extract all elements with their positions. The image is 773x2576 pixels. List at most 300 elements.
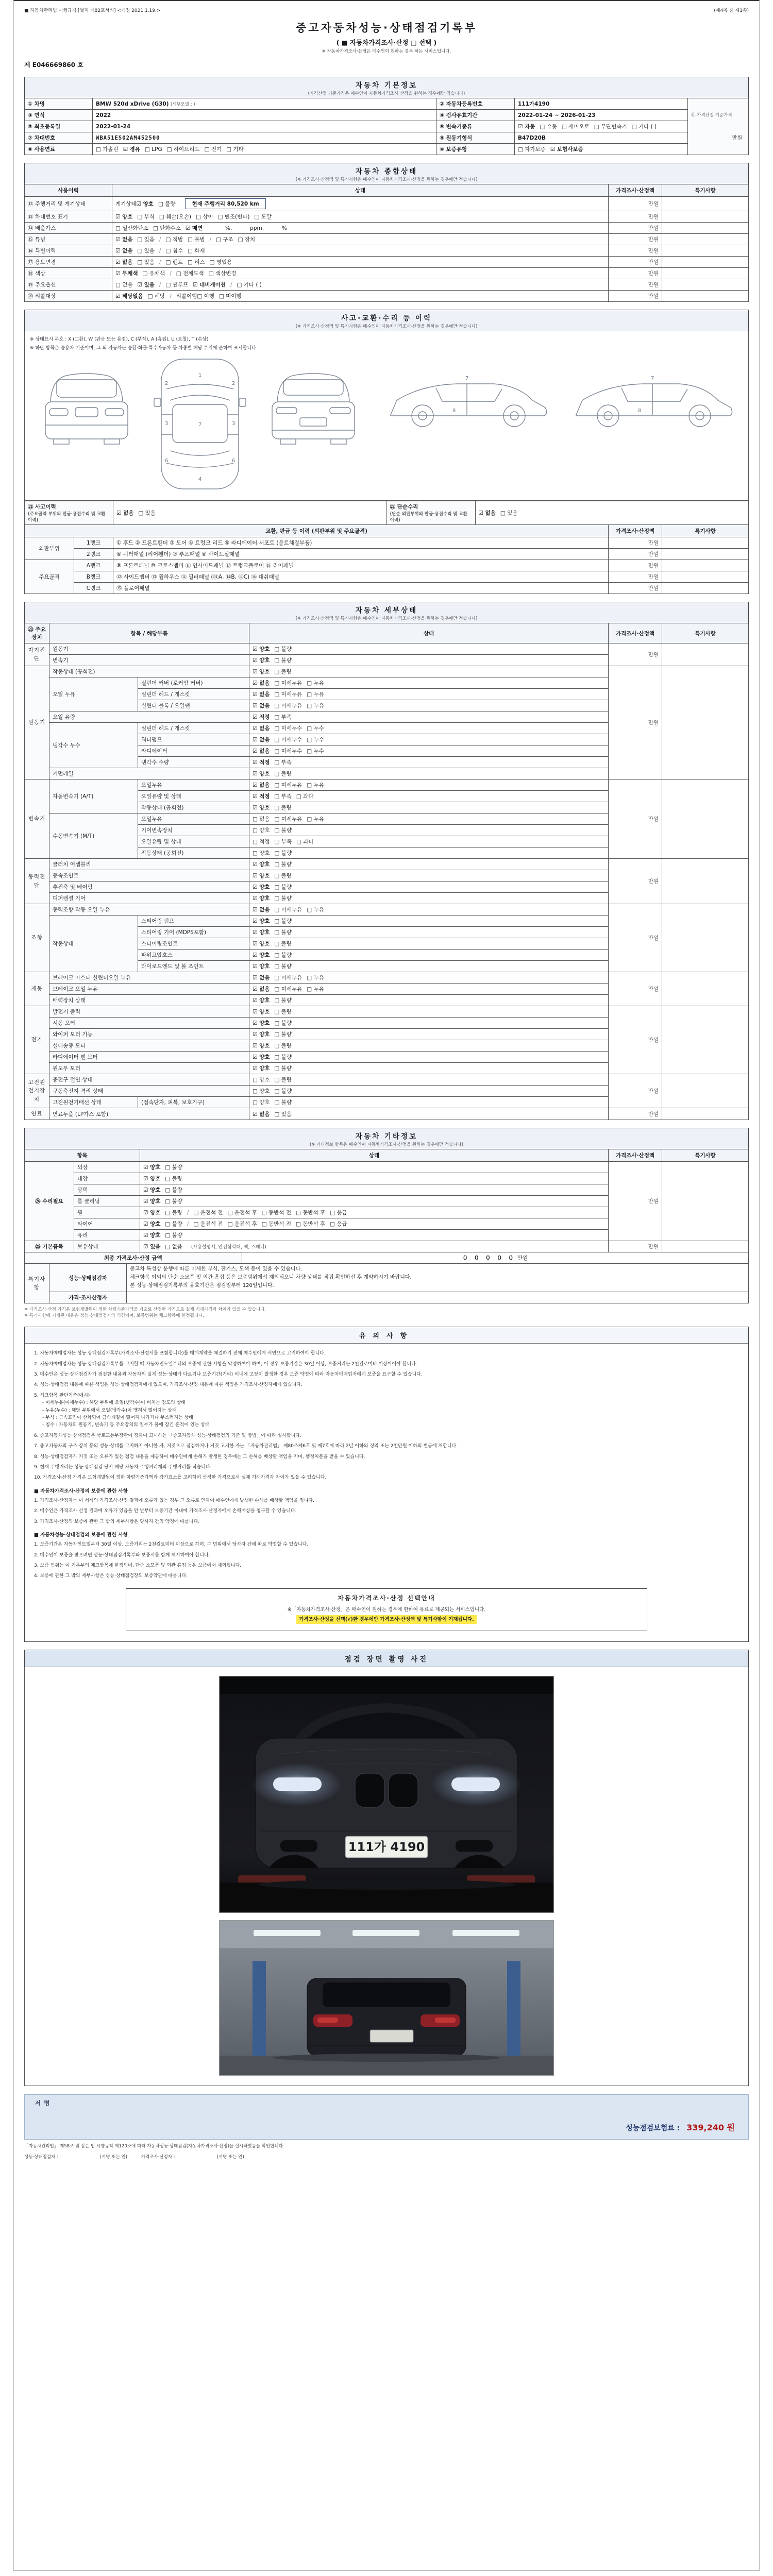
price-footnotes xyxy=(24,1306,749,1318)
price-cell: 만원 xyxy=(609,1006,662,1074)
note-cell xyxy=(662,279,749,291)
checkbox-option: □ 미세누수 xyxy=(274,748,303,754)
separator: / xyxy=(187,1210,189,1216)
note-cell xyxy=(662,666,749,779)
device-group: 고전원전기장치 xyxy=(25,1074,49,1108)
column-header: 가격조사·산정액 xyxy=(609,525,662,537)
state-cell xyxy=(249,711,609,723)
regulation-reference: ■ 자동차관리법 시행규칙 [별지 제82호서식] <개정 2021.1.19.> xyxy=(24,8,161,13)
final-price-table xyxy=(24,1252,749,1264)
column-header: 가격조사·산정액 xyxy=(609,623,662,643)
notice-line: 3. 가격조사·산정의 보증에 관한 그 밖의 세부사항은 당사자 간의 약정에 따릅니다. xyxy=(34,1519,200,1524)
table-row xyxy=(25,1162,749,1173)
car-diagram xyxy=(30,353,743,497)
svg-text:7: 7 xyxy=(198,422,202,428)
section-basic-info xyxy=(24,77,749,155)
note-cell xyxy=(662,1162,749,1241)
checkbox-option: □ 불량 xyxy=(165,1187,182,1194)
checkbox-option: □ 썬루프 xyxy=(165,282,189,288)
state-cell xyxy=(249,666,609,677)
inspection-period-value: 2022-01-24 ~ 2026-01-23 xyxy=(515,110,688,121)
state-cell xyxy=(112,257,609,268)
checkbox-option: ☑ 양호 xyxy=(253,861,270,868)
checkbox-option: □ 자가보증 xyxy=(518,146,546,152)
state-cell xyxy=(249,768,609,779)
state-cell xyxy=(249,961,609,972)
checkbox-option: □ 불량 xyxy=(274,805,292,811)
checkbox-option: □ 누유 xyxy=(307,975,324,981)
highlighted-text: 가격조사·산정을 선택(√)한 경우에만 가격조사·산정액 및 특기사항이 기재됩니다. xyxy=(296,1615,476,1624)
checkbox-option: □ 미세누유 xyxy=(274,975,303,981)
checkbox-option: □ 적정 xyxy=(253,839,270,845)
label-text: ㉑ 사고이력 xyxy=(28,504,56,510)
device-group: 전기 xyxy=(25,1006,49,1074)
checkbox-option: ☑ 양호 xyxy=(253,771,270,777)
state-cell xyxy=(140,1241,609,1252)
notice-item xyxy=(34,1350,739,1357)
notice-line: - 누유(누수) : 해당 부위에서 오일(냉각수)이 맺혀서 떨어지는 상태 xyxy=(42,1408,177,1413)
subpart-cell: 스티어링조인트 xyxy=(138,938,249,950)
label-description: (단순 외판부위의 판금·용접수리 및 교환 이력) xyxy=(390,512,467,523)
column-header: 항목 / 해당부품 xyxy=(49,623,249,643)
checkbox-option: □ 화재 xyxy=(188,248,205,254)
svg-text:8: 8 xyxy=(638,408,642,414)
checkbox-option: □ 동반석 전 xyxy=(261,1210,291,1216)
item-cell: 변속기 xyxy=(49,655,249,666)
state-cell xyxy=(140,1162,609,1173)
separator: / xyxy=(187,1221,189,1228)
table-row xyxy=(25,972,749,984)
table-row xyxy=(25,1264,749,1292)
state-cell xyxy=(140,1230,609,1241)
checkbox-option: □ 전체도색 xyxy=(176,270,204,277)
checkbox-option: □ 미세누수 xyxy=(274,725,303,732)
state-cell xyxy=(249,757,609,768)
field-label: ② 자동차등록번호 xyxy=(436,98,515,110)
photos-title: 점검 장면 촬영 사진 xyxy=(24,1650,749,1667)
state-cell xyxy=(249,984,609,995)
checkbox-option: □ 없음 xyxy=(165,1244,182,1250)
item-cell: 충전구 절연 상태 xyxy=(49,1074,249,1086)
table-row xyxy=(25,859,749,870)
checkbox-option: □ 불량 xyxy=(158,201,176,207)
checkbox-option: □ 기타 ( ) xyxy=(631,124,657,130)
checkbox-option: □ 운전석 전 xyxy=(193,1221,223,1228)
table-row xyxy=(25,144,749,155)
checkbox-option: □ 불량 xyxy=(274,1020,292,1026)
final-price-value: ０ ０ ０ ０ ０ xyxy=(462,1255,516,1262)
page-indicator: (제4쪽 중 제1쪽) xyxy=(714,8,749,13)
note-cell xyxy=(662,1006,749,1074)
state-cell xyxy=(249,1018,609,1029)
state-cell xyxy=(249,836,609,848)
checkbox-option: □ 없음 xyxy=(115,282,133,288)
svg-text:1: 1 xyxy=(198,372,202,378)
price-cell: 만원 xyxy=(609,234,662,245)
checkbox-option: ☑ 경유 xyxy=(123,146,141,152)
note-cell xyxy=(662,291,749,302)
table-row xyxy=(25,1108,749,1120)
table-row xyxy=(25,279,749,291)
price-cell: 만원 xyxy=(609,197,662,211)
notices-title: 유의사항 xyxy=(25,1327,748,1344)
checkbox-option: □ 응급 xyxy=(330,1221,347,1228)
note-cell xyxy=(662,1108,749,1120)
checkbox-option: □ 이행 xyxy=(197,293,214,299)
checkbox-option: ☑ 없음 xyxy=(253,907,270,913)
checkbox-option: □ 기타 ( ) xyxy=(237,282,262,288)
price-cell: 만원 xyxy=(609,583,662,594)
checkbox-option: □ 불량 xyxy=(274,669,292,675)
svg-text:3: 3 xyxy=(232,421,236,427)
checkbox-option: ☑ 양호 xyxy=(253,669,270,675)
item-cell: 냉각수 누수 xyxy=(49,723,138,768)
notice-line: 10. 가격조사·산정 가격은 보험개발원이 정한 차량기준가액과 감가요소를 고려하여 산정한 가격으로서 실제 거래가격과 차이가 있을 수 있습니다. xyxy=(34,1475,327,1481)
state-cell xyxy=(249,700,609,711)
section-note: (※ 가격조사·산정액 및 특기사항은 매수인이 자동차가격조사·산정을 원하는 경우에만 적습니다) xyxy=(295,616,478,621)
inspection-photo-front xyxy=(220,1676,553,1912)
opinions-table xyxy=(24,1263,749,1303)
state-cell xyxy=(249,1029,609,1040)
item-cell: 원동기 xyxy=(49,643,249,655)
state-cell xyxy=(249,859,609,870)
table-row xyxy=(25,132,749,144)
checkbox-option: ☑ 무채색 xyxy=(115,270,138,277)
checkbox-option: □ 부식 xyxy=(137,214,155,220)
checkbox-option: □ 동반석 후 xyxy=(295,1210,326,1216)
price-cell: 만원 xyxy=(609,537,662,549)
table-header-row xyxy=(25,184,749,197)
checkbox-option: ☑ 양호 xyxy=(143,1187,161,1194)
item-cell: 작동상태 xyxy=(49,916,138,972)
checkbox-option: □ 불량 xyxy=(274,1077,292,1083)
checkbox-option: ☑ 양호 xyxy=(253,1065,270,1072)
subpart-cell: 실린더 블록 / 오일팬 xyxy=(138,700,249,711)
notice-line: - 부식 : 금속표면이 산화되어 금속재질이 떨어져 나가거나 부스러지는 상태 xyxy=(42,1415,193,1420)
state-cell xyxy=(249,1108,609,1120)
checkbox-option: ☑ 없음 xyxy=(253,680,270,686)
state-text: 계기상태 xyxy=(115,201,137,207)
state-cell xyxy=(112,279,609,291)
note-cell xyxy=(662,779,749,859)
first-registration-value: 2022-01-24 xyxy=(93,121,436,132)
item-group: ㉕ 기본품목 xyxy=(25,1241,74,1252)
checkbox-option: ☑ 양호 xyxy=(143,1198,161,1205)
checkbox-option: ☑ 양호 xyxy=(253,895,270,902)
insurance-premium xyxy=(626,2121,735,2133)
item-label: ⑰ 용도변경 xyxy=(25,257,112,268)
checkbox-option: ☑ 있음 xyxy=(137,282,155,288)
price-cell: 만원 xyxy=(609,245,662,257)
notice-item xyxy=(34,1392,739,1429)
checkbox-option: □ 부족 xyxy=(274,793,292,800)
rank-items: ⑥ 쿼터패널 (리어휀더) ⑦ 루프패널 ⑧ 사이드실패널 xyxy=(113,549,609,560)
section-title: 자동차 세부상태 xyxy=(356,606,417,615)
column-header: 항목 xyxy=(25,1149,140,1162)
section-title: 자동차 기본정보 xyxy=(356,81,417,90)
table-row xyxy=(25,197,749,211)
price-cell: 만원 xyxy=(609,223,662,234)
table-row xyxy=(25,234,749,245)
checkbox-option: □ 불량 xyxy=(274,895,292,902)
table-row xyxy=(25,571,749,583)
rank-items: ⑮ 플로어패널 xyxy=(113,583,609,594)
field-label: ⑤ 최초등록일 xyxy=(25,121,93,132)
subpart-cell: 스티어링 펌프 xyxy=(138,916,249,927)
item-label: ⑲ 주요옵션 xyxy=(25,279,112,291)
checkbox-option: □ 불량 xyxy=(274,997,292,1004)
item-cell: 등속조인트 xyxy=(49,870,249,882)
label-text: ㉒ 단순수리 xyxy=(390,504,418,510)
note-cell xyxy=(662,1074,749,1108)
notice-item xyxy=(34,1371,739,1378)
checkbox-option: □ 색상변경 xyxy=(208,270,237,277)
item-cell: 작동상태 (공회전) xyxy=(49,666,249,677)
separator: / xyxy=(170,293,172,299)
table-row xyxy=(25,904,749,916)
price-cell: 만원 xyxy=(609,1162,662,1241)
field-label: ⑩ 보증유형 xyxy=(436,144,515,155)
checkbox-option: ☑ 양호 xyxy=(253,657,270,664)
accident-history-options xyxy=(113,501,387,525)
car-diagram-front xyxy=(45,374,128,444)
checkbox-option: □ 해당 xyxy=(147,293,165,299)
checkbox-option: □ 유채색 xyxy=(142,270,165,277)
note-cell xyxy=(662,904,749,972)
checkbox-option: □ 구조 xyxy=(216,236,233,243)
car-diagram-side-left xyxy=(391,384,547,427)
item-cell: 추진축 및 베어링 xyxy=(49,882,249,893)
checkbox-option: ☑ 없음 xyxy=(116,510,134,516)
checkbox-option: ☑ 양호 xyxy=(253,997,270,1004)
item-cell: 외장 xyxy=(74,1162,140,1173)
item-cell: 동력조향 작동 오일 누유 xyxy=(49,904,249,916)
state-cell xyxy=(140,1184,609,1196)
state-cell xyxy=(249,1086,609,1097)
guide-title: 자동차가격조사·산정 선택안내 xyxy=(338,1594,435,1602)
price-cell: 만원 xyxy=(609,1108,662,1120)
final-price-label: 최종 가격조사·산정 금액 xyxy=(25,1252,242,1264)
note-cell xyxy=(662,234,749,245)
notice-line: - 미세누유(미세누수) : 해당 부위에 오일(냉각수)이 비치는 정도의 상태 xyxy=(42,1400,186,1406)
section-detail-status xyxy=(24,602,749,1120)
inspector-opinion-text xyxy=(127,1264,749,1292)
svg-text:4: 4 xyxy=(198,477,202,482)
section-title: 자동차 종합상태 xyxy=(356,167,417,176)
svg-text:7: 7 xyxy=(651,376,654,381)
table-row xyxy=(25,1252,749,1264)
column-header: 특기사항 xyxy=(662,525,749,537)
checkbox-option: □ 미세누수 xyxy=(274,737,303,743)
checkbox-option: □ 불량 xyxy=(274,1088,292,1094)
checkbox-option: ☑ 양호 xyxy=(253,1054,270,1060)
state-cell xyxy=(249,972,609,984)
device-group: 변속기 xyxy=(25,779,49,859)
table-row xyxy=(25,121,749,132)
checkbox-option: □ 불량 xyxy=(274,771,292,777)
item-cell: 와이퍼 모터 기능 xyxy=(49,1029,249,1040)
footnote: ※ 가격조사·산정 가격은 보험개발원이 정한 차량기준가액을 기초로 산정한 가격으로 실제 거래가격과 차이가 있을 수 있습니다. xyxy=(24,1307,266,1313)
section-accident-history xyxy=(24,310,749,594)
checkbox-option: □ 불량 xyxy=(274,1043,292,1049)
subpart-cell: 기어변속장치 xyxy=(138,825,249,836)
state-cell xyxy=(249,870,609,882)
item-cell: 배력장치 상태 xyxy=(49,995,249,1006)
checkbox-option: ☑ 있음 xyxy=(143,1244,161,1250)
checkbox-option: ☑ 양호 xyxy=(253,1020,270,1026)
insurance-value: 339,240 원 xyxy=(686,2123,735,2133)
price-cell: 만원 xyxy=(609,257,662,268)
notice-block-title: ■ 자동차성능·상태점검의 보증에 관한 사항 xyxy=(34,1532,128,1538)
item-cell: 타이어 xyxy=(74,1218,140,1230)
separator: / xyxy=(230,282,232,288)
checkbox-option: □ 미세누유 xyxy=(274,782,303,788)
subpart-cell: 오일유량 및 상태 xyxy=(138,836,249,848)
photo-frame xyxy=(220,1676,553,1912)
checkbox-option: □ 불량 xyxy=(274,861,292,868)
note-cell xyxy=(662,537,749,549)
section-title: 사고·교환·수리 등 이력 xyxy=(341,314,432,323)
checkbox-option: □ 불량 xyxy=(274,827,292,834)
checkbox-option: □ 있음 xyxy=(137,259,155,265)
price-cell: 만원 xyxy=(609,549,662,560)
price-cell: 만원 xyxy=(609,291,662,302)
column-header: 특기사항 xyxy=(662,1149,749,1162)
state-cell xyxy=(249,791,609,802)
checkbox-option: ☑ 없음 xyxy=(478,510,496,516)
item-label: ⑳ 리콜대상 xyxy=(25,291,112,302)
table-row xyxy=(25,257,749,268)
subpart-cell: 실린더 헤드 / 개스킷 xyxy=(138,689,249,700)
license-plate-text: 111가 4190 xyxy=(348,1840,425,1855)
subpart-cell: 파워고압호스 xyxy=(138,950,249,961)
state-cell xyxy=(249,643,609,655)
notice-line: 2. 매수인은 가격조사·산정 결과에 오류가 있음을 안 날부터 보증기간 이내에 가격조사·산정자에게 손해배상을 청구할 수 있습니다. xyxy=(34,1509,297,1514)
price-cell: 만원 xyxy=(609,571,662,583)
rank-label: C랭크 xyxy=(74,583,113,594)
checkbox-option: □ 미세누유 xyxy=(274,680,303,686)
price-cell: 만원 xyxy=(609,1241,662,1252)
notice-line: 3. 매수인은 성능·상태점검자가 점검한 내용과 자동차의 실제 성능·상태가 다르거나 보증기간(거리) 이내에 고장이 발생한 경우 보증 약정에 따라 자동차매매업자에게 보증을 요구할 수 있습니다. xyxy=(34,1372,423,1378)
rank-items: ⑨ 프론트패널 ⑩ 크로스멤버 ⑪ 인사이드패널 ⑰ 트렁크플로어 ⑱ 리어패널 xyxy=(113,560,609,571)
state-cell xyxy=(249,1040,609,1052)
checkbox-option: □ 미세누유 xyxy=(274,816,303,822)
checkbox-option: ☑ 없음 xyxy=(253,986,270,992)
checkbox-option: ☑ 양호 xyxy=(115,214,133,220)
section-header xyxy=(24,1128,749,1149)
price-cell: 만원 xyxy=(609,560,662,571)
checkbox-option: □ 불량 xyxy=(274,1009,292,1015)
basic-info-table xyxy=(24,98,749,155)
field-label: ⑦ 차대번호 xyxy=(25,132,93,144)
final-price-unit: 만원 xyxy=(517,1255,528,1262)
checkbox-option: □ 있음 xyxy=(274,1111,292,1117)
simple-repair-options xyxy=(475,501,749,525)
document-subnote: ※ 자동차가격조사·산정은 매수인이 원하는 경우 하는 서비스입니다. xyxy=(322,49,451,54)
rank-items: ① 후드 ② 프론트휀더 ③ 도어 ④ 트렁크 리드 ⑤ 라디에이터 서포트 (볼트체결부품) xyxy=(113,537,609,549)
checkbox-option: □ 침수 xyxy=(165,248,183,254)
checkbox-option: □ 불량 xyxy=(274,850,292,856)
checkbox-option: □ 운전석 전 xyxy=(193,1210,223,1216)
note-cell xyxy=(662,972,749,1006)
note-cell xyxy=(662,268,749,279)
note-cell xyxy=(662,1241,749,1252)
section-note: (※ 가격조사·산정액 및 특기사항은 매수인이 자동차가격조사·산정을 원하는 경우에만 적습니다) xyxy=(295,177,478,182)
checkbox-option: ☑ 양호 xyxy=(253,918,270,924)
text-line: 체크항목 이외의 단순 소모품 및 외관 흠집 등은 보증범위에서 제외되오니 차량 상태를 직접 확인하신 후 계약하시기 바랍니다. xyxy=(130,1275,412,1281)
checkbox-option: □ 불량 xyxy=(274,918,292,924)
state-cell xyxy=(249,904,609,916)
state-cell xyxy=(249,1006,609,1018)
state-cell xyxy=(249,814,609,825)
state-cell xyxy=(140,1218,609,1230)
car-diagram-rear xyxy=(272,374,355,444)
price-basis-label: ⑪ 가격산정 기준가격 xyxy=(691,113,732,118)
registration-number-value: 111가4190 xyxy=(515,98,688,110)
item-label: ⑬ 차대번호 표기 xyxy=(25,211,112,223)
checkbox-option: □ 불량 xyxy=(165,1198,182,1205)
notices-body xyxy=(25,1344,748,1641)
note-cell xyxy=(662,560,749,571)
checkbox-option: □ 불량 xyxy=(165,1176,182,1182)
checkbox-option: □ 기타 xyxy=(226,146,244,152)
field-label: ③ 연식 xyxy=(25,110,93,121)
checkbox-option: ☑ 없음 xyxy=(115,259,133,265)
checkbox-option: □ 있음 xyxy=(500,510,518,516)
separator: / xyxy=(209,236,212,243)
checkbox-option: ☑ 양호 xyxy=(253,929,270,936)
checkbox-option: □ 과다 xyxy=(296,839,314,845)
svg-text:6: 6 xyxy=(232,458,236,464)
checkbox-option: □ 과다 xyxy=(296,793,314,800)
checkbox-option: ☑ 보험사보증 xyxy=(550,146,583,152)
checkbox-option: □ 양호 xyxy=(253,1088,270,1094)
photo-frame xyxy=(220,1921,553,2075)
subpart-cell: 작동상태 (공회전) xyxy=(138,848,249,859)
notice-line: 8. 성능·상태점검자가 거짓 또는 오류가 있는 점검 내용을 제공하여 매수인에게 손해가 발생한 경우에는 그 손해를 배상할 책임을 지며, 행정처분을 받을 수 있습니다. xyxy=(34,1454,365,1460)
rank-label: 2랭크 xyxy=(74,549,113,560)
state-cell xyxy=(112,245,609,257)
checkbox-option: □ 양호 xyxy=(253,1099,270,1106)
table-row xyxy=(25,779,749,791)
detail-status-table xyxy=(24,623,749,1120)
state-cell xyxy=(112,268,609,279)
notice-line: 7. 중고자동차의 구조·장치 등의 성능·상태를 고지하지 아니한 자, 거짓으로 점검하거나 거짓 고지한 자는 「자동차관리법」 제80조제6호 및 제7호에 따라 2년 이하의 징역 또는 2천만원 이하의 벌금에 처합니다. xyxy=(34,1444,458,1449)
checkbox-option: □ 불량 xyxy=(274,646,292,652)
checkbox-option: □ 리스 xyxy=(188,259,205,265)
state-note: (사용설명서, 안전삼각대, 잭, 스패너) xyxy=(191,1245,266,1250)
text-line: 본 성능·상태점검기록부의 유효기간은 점검일부터 120일입니다. xyxy=(130,1283,274,1289)
checkbox-option: □ 하이브리드 xyxy=(166,146,200,152)
simple-repair-label xyxy=(386,501,475,525)
checkbox-option: □ 누유 xyxy=(307,816,324,822)
item-cell: 수동변속기 (M/T) xyxy=(49,814,138,859)
item-cell: 광택 xyxy=(74,1184,140,1196)
table-row xyxy=(25,245,749,257)
checkbox-option: ☑ 네비게이션 xyxy=(193,282,226,288)
checkbox-option: □ 누유 xyxy=(307,680,324,686)
insurance-label: 성능점검보험료 : xyxy=(626,2124,680,2133)
legal-confirmation: 「자동차관리법」 제58조 및 같은 법 시행규칙 제120조에 따라 자동차성능·상태점검(자동차가격조사·산정)을 실시하였음을 확인합니다. xyxy=(24,2144,284,2149)
notice-line: - 침수 : 자동차의 원동기, 변속기 등 주요장치의 일부가 물에 잠긴 흔적이 있는 상태 xyxy=(42,1422,210,1428)
item-cell: 보유상태 xyxy=(74,1241,140,1252)
subpart-cell: 실린더 헤드 / 개스킷 xyxy=(138,723,249,734)
state-cell xyxy=(249,882,609,893)
checkbox-option: □ 불량 xyxy=(274,952,292,958)
checkbox-option: □ 있음 xyxy=(137,236,155,243)
other-info-table xyxy=(24,1149,749,1252)
item-cell: 자동변속기 (A/T) xyxy=(49,779,138,814)
